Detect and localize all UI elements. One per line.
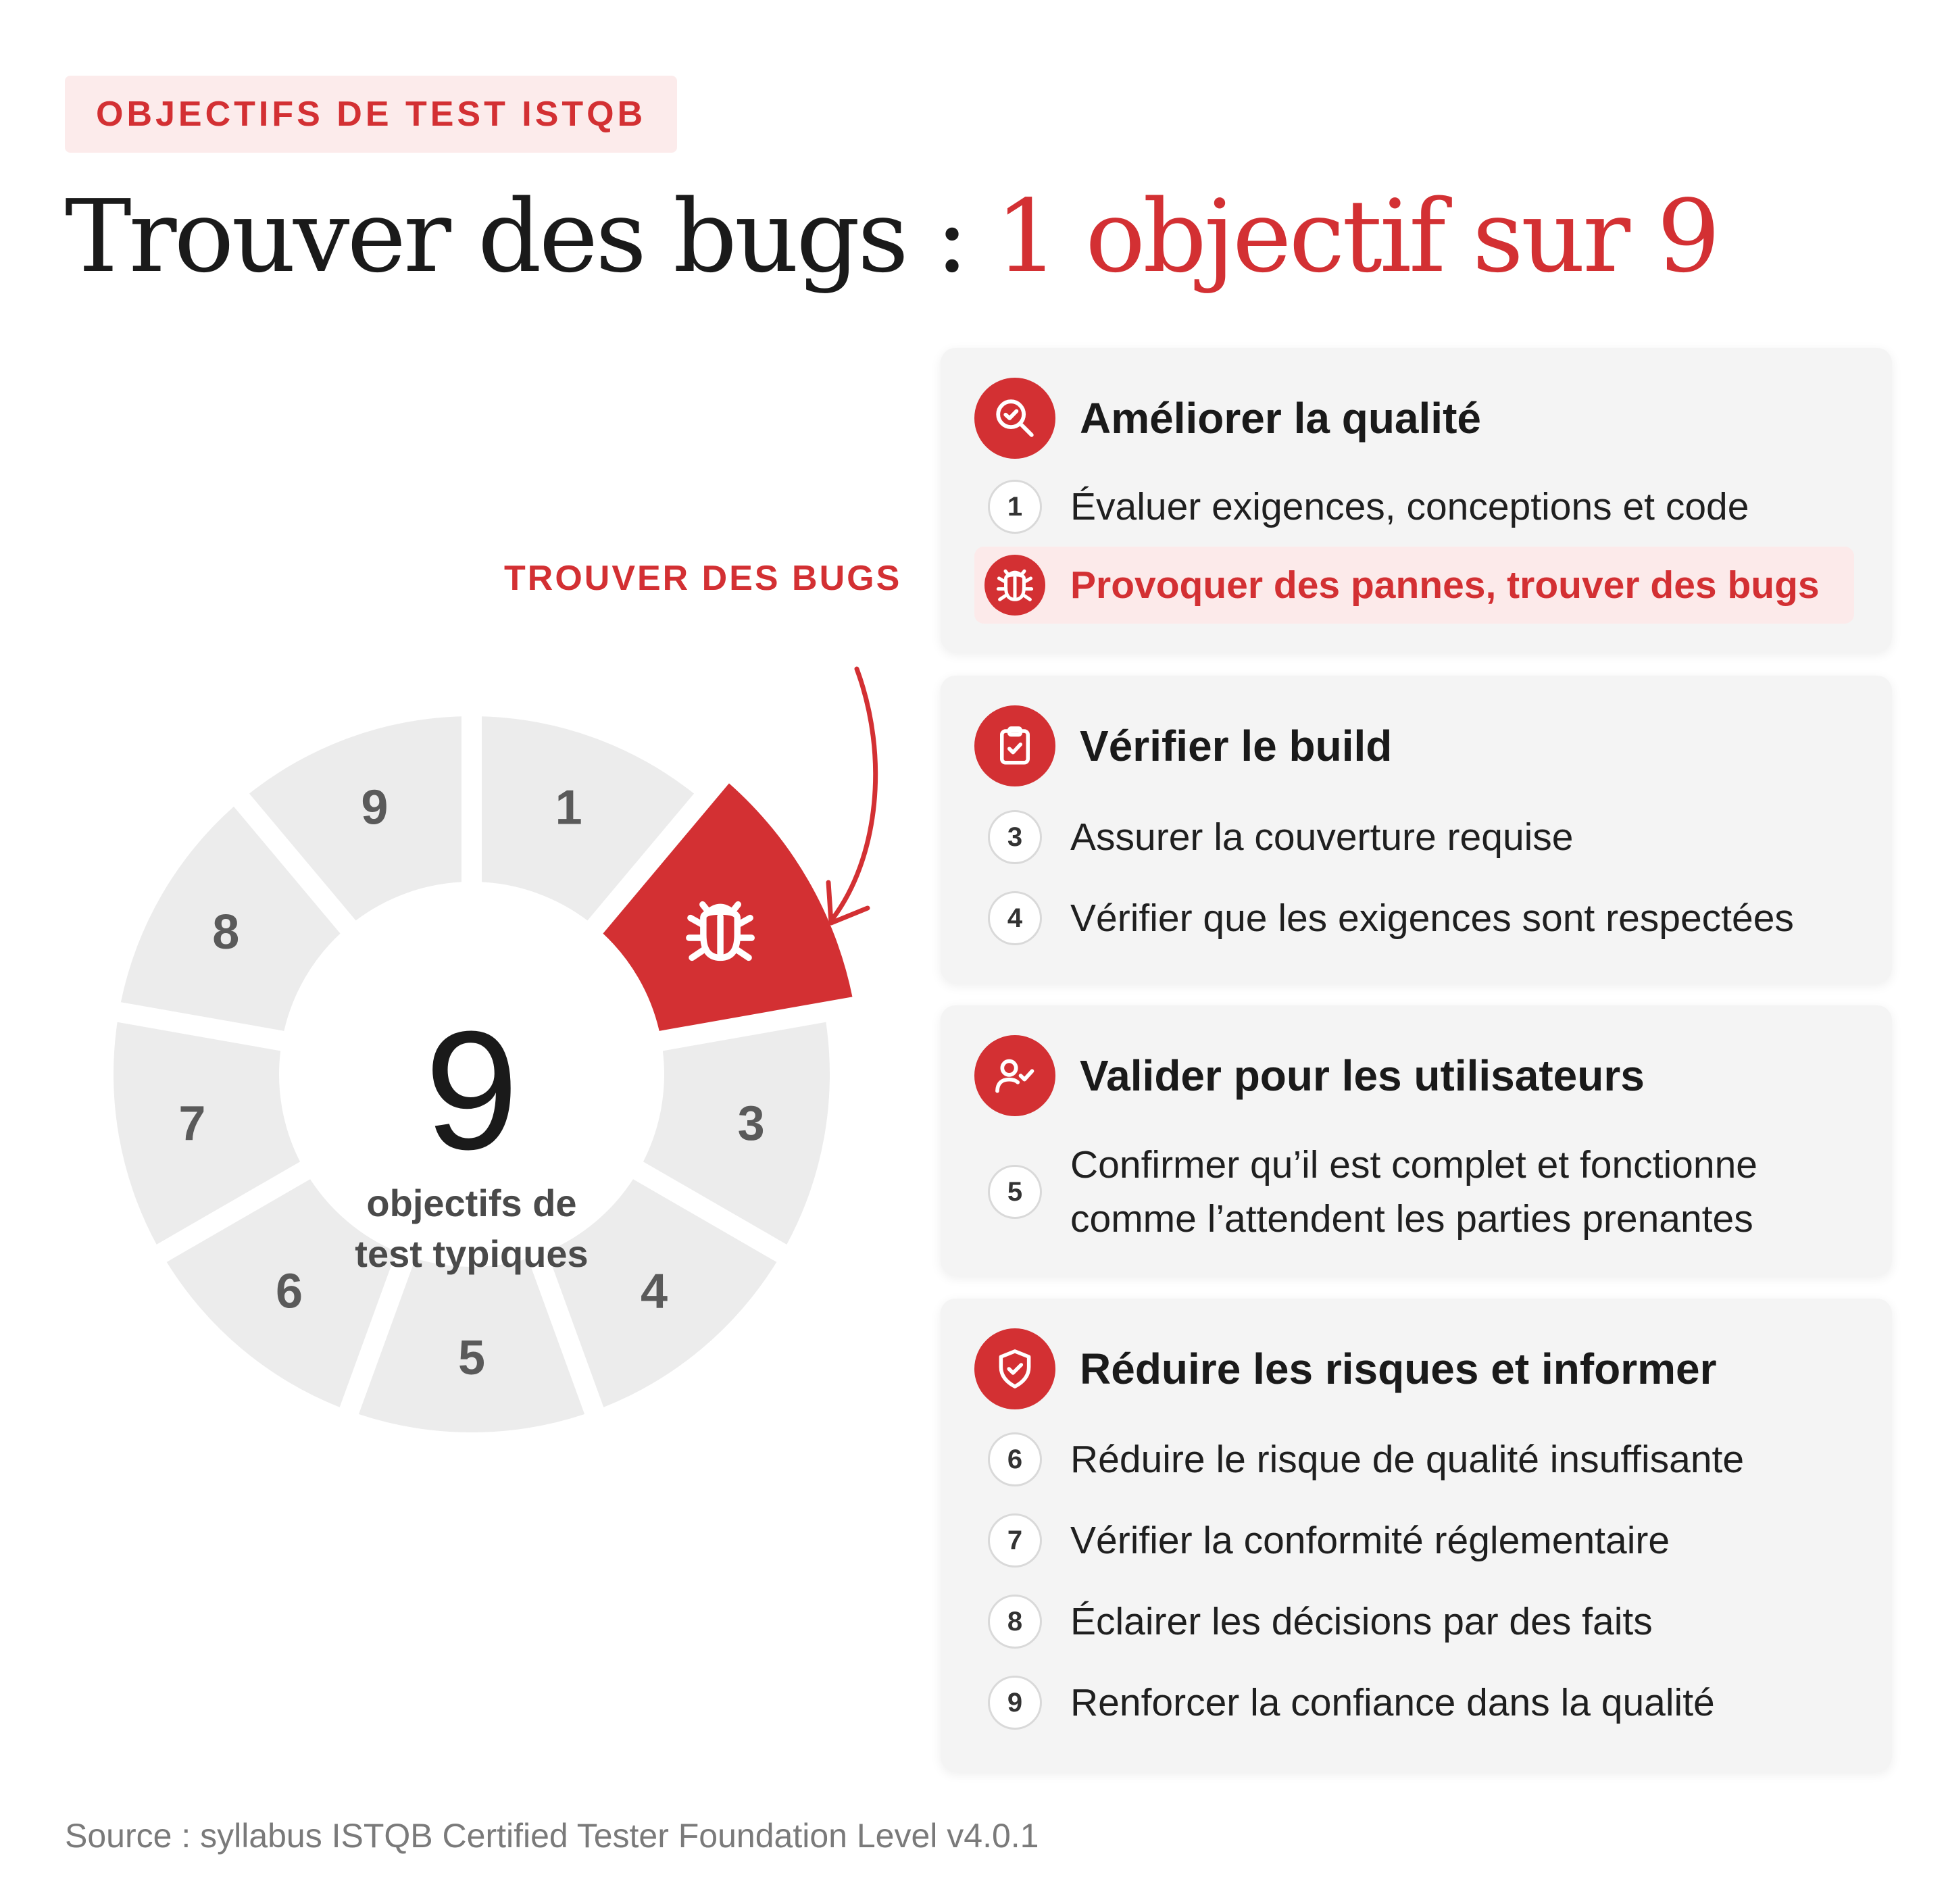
item-text: Assurer la couverture requise [1070, 816, 1574, 859]
callout-arrow [828, 669, 876, 923]
item-text: Provoquer des pannes, trouver des bugs [1070, 563, 1820, 607]
wheel-label-7: 7 [178, 1096, 206, 1151]
category-card-users [941, 1005, 1892, 1276]
item-text: Réduire le risque de qualité insuffisante [1070, 1438, 1745, 1481]
item-number: 6 [988, 1432, 1042, 1486]
category-title: Vérifier le build [1080, 722, 1393, 770]
item-text: Vérifier que les exigences sont respectées [1070, 897, 1794, 940]
category-card-risks [941, 1299, 1892, 1772]
item-number: 1 [988, 480, 1042, 534]
wheel-label-8: 8 [212, 905, 240, 959]
item-text-line2: comme l’attendent les parties prenantes [1070, 1197, 1753, 1241]
wheel-label-9: 9 [361, 780, 389, 835]
category-title: Améliorer la qualité [1080, 394, 1481, 443]
list-item [988, 1676, 1715, 1730]
list-item [988, 891, 1794, 945]
user-check-icon [974, 1035, 1055, 1116]
category-header [974, 378, 1481, 459]
item-number: 8 [988, 1595, 1042, 1649]
category-header [974, 705, 1392, 786]
wheel-label-5: 5 [457, 1331, 486, 1385]
item-text: Vérifier la conformité réglementaire [1070, 1519, 1670, 1562]
list-item-highlighted [984, 555, 1820, 616]
bug-icon [984, 555, 1045, 616]
headline-prefix: Trouver des bugs : [65, 178, 995, 295]
list-item [988, 1513, 1670, 1568]
shield-check-icon [974, 1328, 1055, 1409]
item-number: 7 [988, 1513, 1042, 1568]
category-header [974, 1035, 1645, 1116]
list-item [988, 1432, 1744, 1486]
item-text-line1: Confirmer qu’il est complet et fonctionne [1070, 1143, 1757, 1186]
wheel-label-6: 6 [276, 1264, 303, 1319]
list-item [988, 1138, 1757, 1246]
item-number: 4 [988, 891, 1042, 945]
list-item [988, 1595, 1653, 1649]
category-card-quality [941, 348, 1892, 652]
item-number: 3 [988, 810, 1042, 864]
item-text: Renforcer la confiance dans la qualité [1070, 1681, 1715, 1724]
category-title: Réduire les risques et informer [1080, 1345, 1717, 1393]
center-number: 9 [424, 996, 519, 1184]
source-note: Source : syllabus ISTQB Certified Tester Foundation Level v4.0.1 [65, 1817, 1039, 1855]
center-label-line2: test typiques [355, 1232, 589, 1275]
center-label-line1: objectifs de [366, 1182, 577, 1224]
category-title: Valider pour les utilisateurs [1080, 1051, 1645, 1100]
wheel-label-1: 1 [555, 780, 582, 835]
item-number: 9 [988, 1676, 1042, 1730]
magnifier-check-icon [974, 378, 1055, 459]
category-header [974, 1328, 1717, 1409]
item-text: Évaluer exigences, conceptions et code [1070, 485, 1749, 528]
clipboard-check-icon [974, 705, 1055, 786]
item-text: Éclairer les décisions par des faits [1070, 1600, 1653, 1643]
section-tag: OBJECTIFS DE TEST ISTQB [65, 76, 677, 153]
headline-highlight: 1 objectif sur 9 [995, 178, 1718, 295]
wheel-label-3: 3 [737, 1096, 765, 1151]
callout-label: TROUVER DES BUGS [504, 559, 902, 598]
item-number: 5 [988, 1165, 1042, 1219]
category-card-build [941, 676, 1892, 983]
list-item [988, 480, 1749, 534]
list-item [988, 810, 1574, 864]
item-text [1070, 1138, 1757, 1246]
wheel-label-4: 4 [640, 1264, 668, 1319]
